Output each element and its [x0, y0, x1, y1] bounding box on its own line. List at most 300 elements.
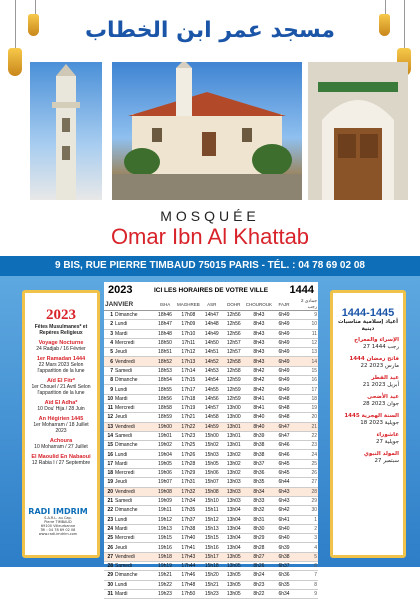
table-row [104, 329, 318, 338]
table-row [104, 580, 318, 589]
table-row [104, 385, 318, 394]
prayer-times-table [104, 298, 318, 599]
chourouk-time: 8h34 [245, 487, 273, 496]
weekday: Dimanche [114, 376, 154, 385]
fajr-time: 6h44 [273, 478, 295, 487]
event-name: Aïd El Fitr* [46, 378, 76, 384]
fajr-time: 6h49 [273, 329, 295, 338]
hijri-day: 6 [295, 562, 318, 571]
weekday: Mardi [114, 459, 154, 468]
event-name: Achoura [49, 438, 73, 444]
asr-time: 14h54 [201, 376, 223, 385]
hijri-day: 7 [295, 571, 318, 580]
dohr-time: 12h57 [223, 348, 245, 357]
dohr-time: 13h01 [223, 431, 245, 440]
weekday: Dimanche [114, 571, 154, 580]
isha-time: 19h18 [154, 552, 176, 561]
day-number: 9 [104, 385, 114, 394]
fajr-time: 6h47 [273, 422, 295, 431]
prayer-calendar [104, 282, 318, 598]
hijri-day: 30 [295, 506, 318, 515]
chourouk-time: 8h26 [245, 562, 273, 571]
calendar-header [104, 282, 318, 298]
maghreb-time: 17h21 [176, 413, 201, 422]
weekday: Dimanche [114, 441, 154, 450]
fajr-time: 6h49 [273, 376, 295, 385]
maghreb-time: 17h15 [176, 376, 201, 385]
dohr-time: 13h03 [223, 487, 245, 496]
weekday: Samedi [114, 431, 154, 440]
dohr-time: 13h04 [223, 506, 245, 515]
table-row [104, 469, 318, 478]
day-number: 3 [104, 329, 114, 338]
hijri-day: 9 [295, 589, 318, 598]
isha-time: 18h55 [154, 385, 176, 394]
asr-time: 14h48 [201, 320, 223, 329]
day-number: 23 [104, 515, 114, 524]
day-number: 21 [104, 496, 114, 505]
weekday: Jeudi [114, 543, 154, 552]
fajr-time: 6h48 [273, 394, 295, 403]
col-chourouk: CHOUROUK [245, 298, 273, 311]
event-detail: 24 Radjab / 16 Février [36, 346, 86, 352]
event-name-arabic: عاشوراء [376, 432, 399, 438]
event-name-arabic: السنة الهجرية 1445 [344, 413, 399, 419]
day-number: 17 [104, 459, 114, 468]
events-list [25, 340, 97, 466]
asr-time: 15h20 [201, 571, 223, 580]
day-number: 30 [104, 580, 114, 589]
maghreb-time: 17h17 [176, 385, 201, 394]
table-row [104, 413, 318, 422]
table-row [104, 552, 318, 561]
maghreb-time: 17h34 [176, 496, 201, 505]
chourouk-time: 8h27 [245, 552, 273, 561]
dohr-time: 12h56 [223, 311, 245, 320]
dohr-time: 13h04 [223, 515, 245, 524]
day-number: 25 [104, 534, 114, 543]
day-number: 20 [104, 487, 114, 496]
panel-year-hijri: 1444-1445 [341, 307, 395, 319]
fajr-time: 6h45 [273, 469, 295, 478]
event-name: Aïd El Adha* [44, 400, 78, 406]
asr-time: 14h52 [201, 357, 223, 366]
table-row [104, 496, 318, 505]
asr-time: 15h08 [201, 487, 223, 496]
col-dohr: DOHR [223, 298, 245, 311]
asr-time: 14h58 [201, 413, 223, 422]
fajr-time: 6h45 [273, 459, 295, 468]
hijri-day: 12 [295, 338, 318, 347]
calendar-hijri-year: 1444 [289, 284, 314, 296]
hijri-day: 23 [295, 441, 318, 450]
maghreb-time: 17h25 [176, 441, 201, 450]
printer-details [25, 516, 91, 536]
asr-time: 15h11 [201, 506, 223, 515]
col-asr: ASR [201, 298, 223, 311]
isha-time: 19h06 [154, 469, 176, 478]
maghreb-time: 17h43 [176, 552, 201, 561]
fajr-time: 6h39 [273, 543, 295, 552]
day-number: 14 [104, 431, 114, 440]
weekday: Jeudi [114, 413, 154, 422]
hijri-day: 28 [295, 487, 318, 496]
weekday: Lundi [114, 515, 154, 524]
asr-time: 15h23 [201, 589, 223, 598]
event-name: Voyage Nocturne [38, 340, 84, 346]
weekday: Samedi [114, 496, 154, 505]
panel-title: Fêtes Musulmanes* et Repères Religieux [34, 324, 88, 336]
table-row [104, 478, 318, 487]
col-maghreb: MAGHREB [176, 298, 201, 311]
hijri-day: 19 [295, 403, 318, 412]
isha-time: 19h00 [154, 422, 176, 431]
day-number: 26 [104, 543, 114, 552]
month-header: JANVIER [104, 298, 154, 311]
isha-time: 18h50 [154, 338, 176, 347]
event-detail-arabic: 21 أبريل 2023 [362, 382, 399, 388]
fajr-time: 6h49 [273, 338, 295, 347]
dohr-time: 13h01 [223, 441, 245, 450]
asr-time: 15h17 [201, 552, 223, 561]
chourouk-time: 8h40 [245, 413, 273, 422]
asr-time: 15h12 [201, 515, 223, 524]
event-detail-arabic: 18 جويلية 2023 [360, 420, 399, 426]
chourouk-time: 8h23 [245, 580, 273, 589]
day-number: 12 [104, 413, 114, 422]
chourouk-time: 8h43 [245, 320, 273, 329]
isha-time: 19h12 [154, 515, 176, 524]
chourouk-time: 8h42 [245, 385, 273, 394]
hijri-day: 26 [295, 469, 318, 478]
table-row [104, 543, 318, 552]
chourouk-time: 8h22 [245, 589, 273, 598]
table-row [104, 515, 318, 524]
fajr-time: 6h40 [273, 534, 295, 543]
day-number: 4 [104, 338, 114, 347]
fajr-time: 6h41 [273, 515, 295, 524]
weekday: Lundi [114, 320, 154, 329]
hijri-day: 4 [295, 543, 318, 552]
isha-time: 18h53 [154, 366, 176, 375]
maghreb-time: 17h37 [176, 515, 201, 524]
hijri-day: 5 [295, 552, 318, 561]
weekday: Dimanche [114, 311, 154, 320]
fajr-time: 6h49 [273, 366, 295, 375]
maghreb-time: 17h22 [176, 422, 201, 431]
dohr-time: 12h56 [223, 320, 245, 329]
chourouk-time: 8h40 [245, 422, 273, 431]
col-isha: ISHA [154, 298, 176, 311]
event-detail: 12 Rabia I / 27 Septembre [31, 460, 91, 466]
event-name: An Hégirien 1445 [38, 416, 84, 422]
chourouk-time: 8h43 [245, 329, 273, 338]
asr-time: 15h06 [201, 469, 223, 478]
weekday: Samedi [114, 562, 154, 571]
event-detail: 22 Mars 2023 Selon l'apparition de la lune [37, 362, 85, 374]
chourouk-time: 8h39 [245, 431, 273, 440]
hijri-day: 17 [295, 385, 318, 394]
table-row [104, 487, 318, 496]
event-detail-arabic: 22 مارس 2023 [360, 363, 399, 369]
dohr-time: 13h03 [223, 496, 245, 505]
chourouk-time: 8h35 [245, 478, 273, 487]
asr-time: 14h50 [201, 338, 223, 347]
dohr-time: 12h56 [223, 329, 245, 338]
fajr-time: 6h49 [273, 357, 295, 366]
chourouk-time: 8h43 [245, 348, 273, 357]
asr-time: 14h47 [201, 311, 223, 320]
printer-line: S.A.R.L. au Cap. [44, 516, 72, 520]
table-row [104, 431, 318, 440]
weekday: Mercredi [114, 469, 154, 478]
table-row [104, 338, 318, 347]
maghreb-time: 17h11 [176, 338, 201, 347]
maghreb-time: 17h50 [176, 589, 201, 598]
chourouk-time: 8h33 [245, 496, 273, 505]
printer-name: RADI IMDRIM [28, 507, 88, 516]
day-number: 19 [104, 478, 114, 487]
asr-time: 15h18 [201, 562, 223, 571]
fajr-time: 6h49 [273, 311, 295, 320]
table-row [104, 311, 318, 320]
event-detail: 1er Chouel / 21 Avril Selon l'apparition de la lune [31, 384, 91, 396]
printer-line: 69100 Villeurbanne [40, 524, 76, 528]
event-detail-arabic: 27 رجب 1444 [363, 344, 399, 350]
asr-time: 14h51 [201, 348, 223, 357]
isha-time: 18h48 [154, 329, 176, 338]
hijri-day: 25 [295, 459, 318, 468]
hijri-day: 14 [295, 357, 318, 366]
event-detail: 10 Dou' Hija / 28 Juin [37, 406, 85, 412]
table-row [104, 357, 318, 366]
calendar-subtitle: ICI LES HORAIRES DE VOTRE VILLE [153, 286, 269, 294]
table-row [104, 441, 318, 450]
maghreb-time: 17h08 [176, 311, 201, 320]
maghreb-time: 17h14 [176, 366, 201, 375]
dohr-time: 13h04 [223, 543, 245, 552]
isha-time: 18h52 [154, 357, 176, 366]
maghreb-time: 17h10 [176, 329, 201, 338]
asr-time: 15h21 [201, 580, 223, 589]
mosque-name: Omar Ibn Al Khattab [110, 224, 310, 249]
printer-line: Pierre TIMBAUD [44, 520, 72, 524]
chourouk-time: 8h31 [245, 515, 273, 524]
weekday: Mercredi [114, 338, 154, 347]
event-name-arabic: عيد الفطر [371, 375, 399, 381]
panel-year: 2023 [46, 307, 76, 323]
table-row [104, 366, 318, 375]
maghreb-time: 17h31 [176, 478, 201, 487]
table-row [104, 403, 318, 412]
isha-time: 19h21 [154, 571, 176, 580]
table-row [104, 376, 318, 385]
printer-line: www.radi-imdrim.com [38, 532, 78, 536]
asr-time: 15h02 [201, 441, 223, 450]
fajr-time: 6h49 [273, 385, 295, 394]
day-number: 29 [104, 571, 114, 580]
fajr-time: 6h42 [273, 506, 295, 515]
hijri-day: 20 [295, 413, 318, 422]
dohr-time: 13h05 [223, 562, 245, 571]
isha-time: 18h47 [154, 320, 176, 329]
dohr-time: 13h02 [223, 469, 245, 478]
isha-time: 18h56 [154, 394, 176, 403]
weekday: Lundi [114, 580, 154, 589]
weekday: Mardi [114, 329, 154, 338]
chourouk-time: 8h41 [245, 403, 273, 412]
event-name: El Maoulid En Nabaoui [31, 454, 91, 460]
fajr-time: 6h34 [273, 589, 295, 598]
table-row [104, 562, 318, 571]
hijri-day: 9 [295, 311, 318, 320]
isha-time: 19h05 [154, 459, 176, 468]
hijri-day: 27 [295, 478, 318, 487]
chourouk-time: 8h41 [245, 394, 273, 403]
dohr-time: 12h59 [223, 394, 245, 403]
maghreb-time: 17h19 [176, 403, 201, 412]
maghreb-time: 17h32 [176, 487, 201, 496]
mosque-label: MOSQUÉE [160, 208, 260, 224]
fajr-time: 6h35 [273, 580, 295, 589]
event-detail-arabic: 28 جوان 2023 [362, 401, 399, 407]
hijri-day: 22 [295, 431, 318, 440]
weekday: Vendredi [114, 422, 154, 431]
day-number: 5 [104, 348, 114, 357]
event-detail: 1er Moharram / 18 Juillet 2023 [33, 422, 89, 434]
calendar-year: 2023 [108, 284, 133, 296]
asr-time: 15h03 [201, 450, 223, 459]
table-row [104, 422, 318, 431]
day-number: 15 [104, 441, 114, 450]
weekday: Vendredi [114, 487, 154, 496]
maghreb-time: 17h18 [176, 394, 201, 403]
events-list-arabic [333, 337, 403, 465]
isha-time: 19h01 [154, 431, 176, 440]
table-row [104, 450, 318, 459]
isha-time: 18h46 [154, 311, 176, 320]
hijri-day: 29 [295, 496, 318, 505]
day-number: 16 [104, 450, 114, 459]
hijri-day: 16 [295, 376, 318, 385]
weekday: Jeudi [114, 348, 154, 357]
arabic-title: مسجد عمر ابن الخطاب [84, 18, 336, 43]
fajr-time: 6h37 [273, 562, 295, 571]
hijri-day: 15 [295, 366, 318, 375]
dohr-time: 12h58 [223, 366, 245, 375]
maghreb-time: 17h44 [176, 562, 201, 571]
weekday: Lundi [114, 450, 154, 459]
maghreb-time: 17h23 [176, 431, 201, 440]
chourouk-time: 8h42 [245, 376, 273, 385]
table-row [104, 320, 318, 329]
asr-time: 14h57 [201, 403, 223, 412]
weekday: Mardi [114, 394, 154, 403]
dohr-time: 13h05 [223, 552, 245, 561]
asr-time: 15h16 [201, 543, 223, 552]
maghreb-time: 17h40 [176, 534, 201, 543]
chourouk-time: 8h43 [245, 338, 273, 347]
day-number: 22 [104, 506, 114, 515]
fajr-time: 6h36 [273, 571, 295, 580]
fajr-time: 6h43 [273, 487, 295, 496]
chourouk-time: 8h43 [245, 357, 273, 366]
event-name-arabic: عيد الأضحى [367, 394, 399, 400]
maghreb-time: 17h26 [176, 450, 201, 459]
chourouk-time: 8h43 [245, 311, 273, 320]
hijri-day: 21 [295, 422, 318, 431]
chourouk-time: 8h24 [245, 571, 273, 580]
chourouk-time: 8h37 [245, 459, 273, 468]
weekday: Vendredi [114, 357, 154, 366]
weekday: Mardi [114, 524, 154, 533]
mosque-building-photo [112, 62, 302, 200]
dohr-time: 13h02 [223, 459, 245, 468]
panel-title-arabic: أعياد إسلامية مناسبات دينية [337, 319, 399, 332]
weekday: Lundi [114, 385, 154, 394]
isha-time: 19h23 [154, 589, 176, 598]
isha-time: 19h04 [154, 450, 176, 459]
maghreb-time: 17h41 [176, 543, 201, 552]
dohr-time: 13h00 [223, 413, 245, 422]
isha-time: 19h15 [154, 534, 176, 543]
fajr-time: 6h47 [273, 431, 295, 440]
isha-time: 19h07 [154, 478, 176, 487]
weekday: Samedi [114, 366, 154, 375]
isha-time: 19h22 [154, 580, 176, 589]
right-events-panel [330, 290, 406, 558]
asr-time: 15h00 [201, 431, 223, 440]
maghreb-time: 17h35 [176, 506, 201, 515]
event-detail-arabic: 27 جويلية [376, 439, 399, 445]
fajr-time: 6h49 [273, 320, 295, 329]
maghreb-time: 17h28 [176, 459, 201, 468]
isha-time: 19h09 [154, 496, 176, 505]
maghreb-time: 17h12 [176, 348, 201, 357]
table-row [104, 589, 318, 598]
dohr-time: 13h05 [223, 589, 245, 598]
dohr-time: 13h05 [223, 580, 245, 589]
fajr-time: 6h46 [273, 450, 295, 459]
dohr-time: 12h59 [223, 376, 245, 385]
fajr-time: 6h43 [273, 496, 295, 505]
day-number: 24 [104, 524, 114, 533]
fajr-time: 6h38 [273, 552, 295, 561]
asr-time: 15h10 [201, 496, 223, 505]
chourouk-time: 8h42 [245, 366, 273, 375]
dohr-time: 12h57 [223, 338, 245, 347]
dohr-time: 13h00 [223, 403, 245, 412]
table-row [104, 571, 318, 580]
hijri-day: 18 [295, 394, 318, 403]
dohr-time: 13h01 [223, 422, 245, 431]
maghreb-time: 17h09 [176, 320, 201, 329]
maghreb-time: 17h46 [176, 571, 201, 580]
day-number: 7 [104, 366, 114, 375]
lantern-icon [8, 48, 22, 76]
table-row [104, 506, 318, 515]
asr-time: 15h05 [201, 459, 223, 468]
chourouk-time: 8h38 [245, 450, 273, 459]
asr-time: 14h55 [201, 385, 223, 394]
fajr-time: 6h49 [273, 348, 295, 357]
event-name-arabic: الإسراء والمعراج [354, 337, 399, 343]
hijri-day: 2 [295, 524, 318, 533]
address-bar: 9 BIS, RUE PIERRE TIMBAUD 75015 PARIS - TÉL. : 04 78 69 02 08 [0, 256, 420, 276]
day-number: 27 [104, 552, 114, 561]
asr-time: 14h49 [201, 329, 223, 338]
isha-time: 18h58 [154, 403, 176, 412]
